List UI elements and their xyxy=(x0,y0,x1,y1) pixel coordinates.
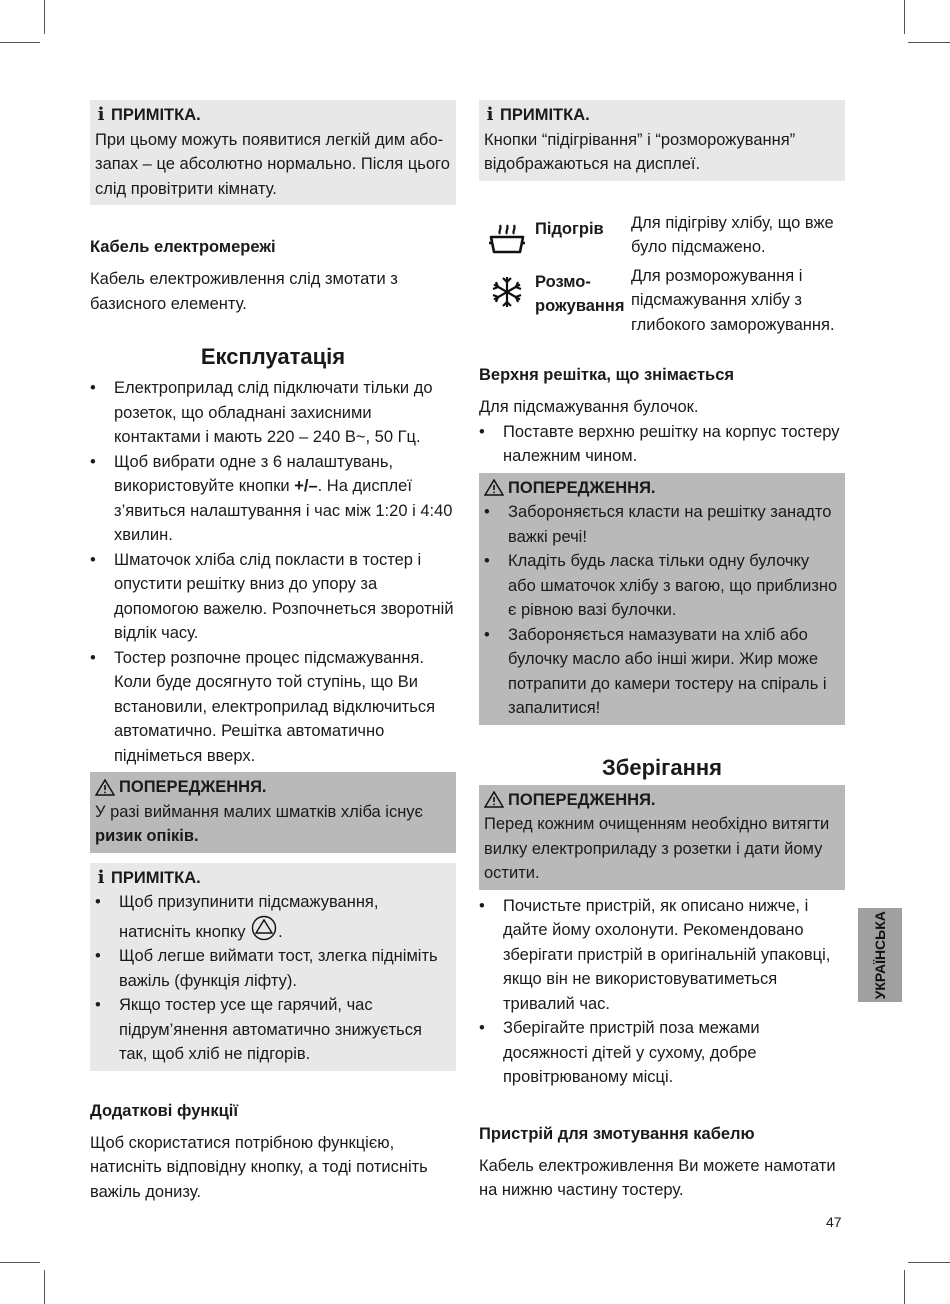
crop-mark xyxy=(0,42,40,43)
warning-triangle-icon xyxy=(95,779,115,796)
crop-mark xyxy=(44,1270,45,1304)
crop-mark xyxy=(908,42,950,43)
note-title: i ПРИМІТКА. xyxy=(484,103,840,128)
language-label: УКРАЇНСЬКА xyxy=(871,910,888,1000)
plus-minus-buttons: +/– xyxy=(294,477,318,495)
warning-box-storage xyxy=(479,785,845,890)
cable-text: Кабель електроживлення слід змотати з базисного елементу. xyxy=(90,270,398,313)
warning-text: Перед кожним очищенням необхідно витягти вилку електроприладу з розетки і дати йому остити. xyxy=(484,815,830,882)
warning-triangle-icon xyxy=(484,479,504,496)
symbol-desc: Для підігріву хлібу, що вже було підсмажено. xyxy=(631,213,834,256)
rack-text: Для підсмажування булочок. xyxy=(479,398,699,416)
right-column xyxy=(479,100,845,1203)
symbol-desc: Для розморожування і підсмажування хлібу з глибокого заморожування. xyxy=(631,266,835,334)
note-box-pause xyxy=(90,863,456,1071)
list-item: • Щоб легше виймати тост, злегка підніміть важіль (функція ліфту). xyxy=(95,944,451,993)
cable-winder-heading: Пристрій для змотування кабелю xyxy=(479,1124,755,1143)
extra-functions-text: Щоб скористатися потрібною функцією, натисніть відповідну кнопку, а тоді потисніть важіль донизу. xyxy=(90,1133,428,1201)
warning-title: ПОПЕРЕДЖЕННЯ. xyxy=(484,476,840,501)
extra-functions-heading: Додаткові функції xyxy=(90,1101,238,1120)
crop-mark xyxy=(908,1262,950,1263)
crop-mark xyxy=(44,0,45,34)
warning-text: У разі виймання малих шматків хліба існує ризик опіків. xyxy=(95,802,423,845)
list-item: • Якщо тостер усе ще гарячий, час підрум’янення автоматично знижується так, щоб хліб не підгорів. xyxy=(95,993,451,1067)
list-item: • Зберігайте пристрій поза межами досяжності дітей у сухому, добре провітрюваному місці. xyxy=(479,1016,845,1090)
left-column xyxy=(90,100,456,1204)
info-icon: i xyxy=(97,104,105,125)
list-item: • Почистьте пристрій, як описано нижче, і дайте йому охолонути. Рекомендовано зберігати пристрій в оригінальній упаковці, якщо він не використовуватиметься тривалий час. xyxy=(479,894,845,1017)
page-number: 47 xyxy=(826,1214,842,1230)
list-item: • Забороняється намазувати на хліб або булочку масло або інші жири. Жир може потрапити до камери тостеру на спіраль і запалитися! xyxy=(484,623,840,721)
warning-list xyxy=(484,500,840,721)
language-tab xyxy=(858,908,902,1002)
list-item: • Шматочок хліба слід покласти в тостер і опустити решітку вниз до упору за допомогою важелю. Розпочнеться зворотній відлік часу. xyxy=(90,548,456,646)
note-box-display xyxy=(479,100,845,181)
symbols-table xyxy=(479,211,845,338)
note-box-smoke xyxy=(90,100,456,205)
list-item: • Забороняється класти на решітку занадто важкі речі! xyxy=(484,500,840,549)
stop-button-icon xyxy=(250,915,278,941)
symbol-name: Підогрів xyxy=(535,219,604,238)
crop-mark xyxy=(904,1270,905,1304)
rack-list xyxy=(479,420,845,469)
defrost-icon xyxy=(479,264,535,338)
list-item: • Щоб призупинити підсмажування, натисніть кнопку . xyxy=(95,890,451,944)
warning-triangle-icon xyxy=(484,791,504,808)
list-item: • Електроприлад слід підключати тільки до розеток, що обладнані захисними контактами і мають 220 – 240 В~, 50 Гц. xyxy=(90,376,456,450)
storage-list xyxy=(479,894,845,1090)
warning-box-rack xyxy=(479,473,845,725)
list-item: • Поставте верхню решітку на корпус тостеру належним чином. xyxy=(479,420,845,469)
cable-heading: Кабель електромережі xyxy=(90,238,276,256)
operation-list xyxy=(90,376,456,768)
note-text: При цьому можуть появитися легкій дим або-запах – це абсолютно нормально. Після цього слід провітрити кімнату. xyxy=(95,130,450,198)
list-item: • Тостер розпочне процес підсмажування. Коли буде досягнуто той ступінь, що Ви встановили, електроприлад відключиться автоматично. Решітка автоматично підніметься вверх. xyxy=(90,646,456,769)
reheat-icon xyxy=(479,211,535,260)
note-text: Кнопки “підігрівання” і “розморожування” відображаються на дисплеї. xyxy=(484,130,796,173)
list-item: • Щоб вибрати одне з 6 налаштувань, використовуйте кнопки +/–. На дисплеї з’явиться налаштування і час між 1:20 і 4:40 хвилин. xyxy=(90,450,456,548)
warning-title: ПОПЕРЕДЖЕННЯ. xyxy=(484,788,840,813)
info-icon: i xyxy=(486,104,494,125)
crop-mark xyxy=(0,1262,40,1263)
warning-title: ПОПЕРЕДЖЕННЯ. xyxy=(95,775,451,800)
symbol-name: Розмо-рожування xyxy=(535,272,625,315)
warning-box-burn xyxy=(90,772,456,853)
rack-heading: Верхня решітка, що знімається xyxy=(479,366,735,384)
operation-heading: Експлуатація xyxy=(200,344,346,369)
note-title: i ПРИМІТКА. xyxy=(95,866,451,891)
note-title: i ПРИМІТКА. xyxy=(95,103,451,128)
crop-mark xyxy=(904,0,905,34)
storage-heading: Зберігання xyxy=(602,754,722,780)
info-icon: i xyxy=(97,866,105,888)
cable-winder-text: Кабель електроживлення Ви можете намотати на нижню частину тостеру. xyxy=(479,1156,836,1199)
list-item: • Кладіть будь ласка тільки одну булочку або шматочок хлібу з вагою, що приблизно є рівною вазі булочки. xyxy=(484,549,840,623)
note-list xyxy=(95,890,451,1067)
